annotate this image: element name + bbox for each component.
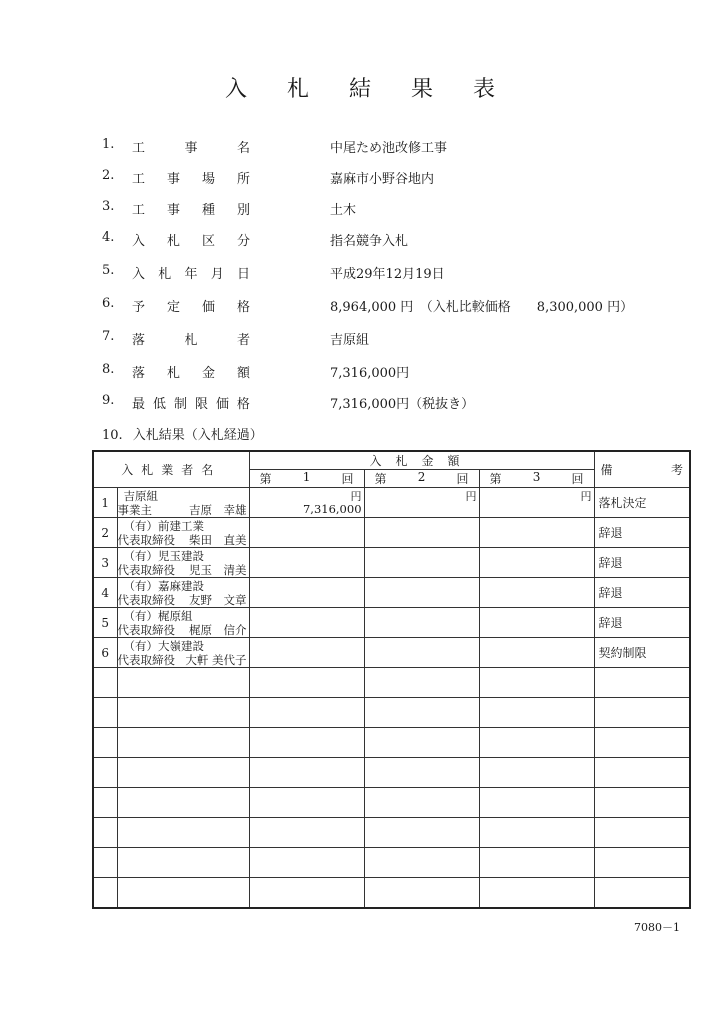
info-label-char: 事: [184, 141, 198, 156]
bidder-cell: [117, 878, 249, 908]
bid-amount: 7,316,000: [302, 502, 362, 516]
representative-name: 大軒 美代子: [185, 652, 247, 667]
info-label-char: 事: [166, 203, 180, 218]
info-label-char: 制: [173, 397, 187, 412]
info-number: 4.: [102, 230, 115, 245]
info-number: 8.: [102, 362, 115, 377]
info-label-char: 工: [132, 203, 146, 218]
bid-round-2-cell: [364, 788, 479, 818]
round-2-suffix: 回: [456, 472, 469, 486]
info-number: 7.: [102, 329, 115, 344]
info-label: [132, 393, 250, 412]
table-row: [93, 518, 690, 548]
bid-round-1-cell: [249, 788, 364, 818]
representative-role: 代表取締役: [117, 652, 175, 667]
bid-round-2-cell: [364, 758, 479, 788]
info-label-char: 予: [132, 300, 146, 315]
info-label: [132, 137, 250, 156]
remark-cell: 落札決定: [594, 488, 690, 518]
info-label-char: 札: [166, 366, 180, 381]
info-value: 吉原組: [330, 333, 370, 348]
info-label: [132, 168, 250, 187]
bid-round-1-cell: [249, 668, 364, 698]
row-index: 1: [93, 488, 117, 518]
bidder-cell: [117, 668, 249, 698]
empty-table-row: [93, 818, 690, 848]
bid-round-3-cell: [479, 668, 594, 698]
representative: [118, 653, 249, 667]
remark-cell: [594, 788, 690, 818]
remark-cell: [594, 668, 690, 698]
info-label-char: 額: [236, 366, 250, 381]
table-row: [93, 488, 690, 518]
remark-cell: [594, 848, 690, 878]
info-value: 8,964,000 円 （入札比較価格 8,300,000 円）: [330, 300, 634, 315]
row-index: [93, 758, 117, 788]
company-name: （有）梶原組: [123, 608, 193, 623]
info-label-char: 定: [166, 300, 180, 315]
info-value: 7,316,000円（税抜き）: [330, 397, 475, 412]
info-label-char: 最: [132, 397, 146, 412]
remark-cell: 辞退: [594, 608, 690, 638]
info-label-char: 価: [201, 300, 215, 315]
bidder-cell: [117, 728, 249, 758]
empty-table-row: [93, 848, 690, 878]
info-number: 9.: [102, 393, 115, 408]
round-3-prefix: 第: [489, 472, 502, 486]
bid-round-3-cell: [479, 818, 594, 848]
bid-results-body: [93, 488, 690, 908]
bid-round-2-cell: [364, 578, 479, 608]
remark-cell: 辞退: [594, 578, 690, 608]
info-label: [132, 263, 250, 282]
bid-round-1-cell: [249, 578, 364, 608]
company-name: （有）大嶺建設: [123, 638, 204, 653]
empty-table-row: [93, 788, 690, 818]
bid-round-2-cell: [364, 608, 479, 638]
bid-round-1-cell: [249, 548, 364, 578]
info-label: [132, 329, 250, 348]
round-1-number: 1: [302, 470, 311, 484]
bidder-cell: [117, 758, 249, 788]
round-1-prefix: 第: [259, 472, 272, 486]
round-1-suffix: 回: [341, 472, 354, 486]
bid-round-2-cell: [364, 518, 479, 548]
section-10-heading: [102, 424, 263, 443]
info-number: 5.: [102, 263, 115, 278]
round-3-number: 3: [532, 470, 541, 484]
company-name: 吉原組: [123, 488, 158, 503]
info-label-char: 低: [152, 397, 166, 412]
bid-round-1-cell: [249, 518, 364, 548]
remark-cell: 辞退: [594, 518, 690, 548]
bidder-cell: [117, 638, 249, 668]
info-label: [132, 230, 250, 249]
row-index: [93, 728, 117, 758]
bid-round-2-cell: [364, 728, 479, 758]
round-2-number: 2: [417, 470, 426, 484]
info-label-char: 所: [236, 172, 250, 187]
bid-results-table: [92, 450, 691, 909]
bidder-cell: [117, 698, 249, 728]
table-row: [93, 548, 690, 578]
remark-cell: [594, 728, 690, 758]
bid-round-2-cell: [364, 878, 479, 908]
bidder-cell: [117, 818, 249, 848]
info-value: 嘉麻市小野谷地内: [330, 172, 435, 187]
representative-role: 代表取締役: [117, 622, 175, 637]
row-index: 6: [93, 638, 117, 668]
bidder-cell: [117, 848, 249, 878]
header-bidder-name: 入札業者名: [93, 451, 249, 488]
info-label-char: 入: [132, 267, 146, 282]
bidder-cell: [117, 788, 249, 818]
bid-round-1-cell: [249, 758, 364, 788]
table-row: [93, 638, 690, 668]
info-value: 指名競争入札: [330, 234, 409, 249]
representative-name: 吉原 幸雄: [189, 502, 247, 517]
info-label-char: 工: [132, 141, 146, 156]
remark-cell: [594, 698, 690, 728]
info-label-char: 月: [210, 267, 224, 282]
document-code: 7080－1: [634, 921, 680, 934]
info-label-char: 別: [236, 203, 250, 218]
info-label-char: 札: [158, 267, 172, 282]
row-index: [93, 848, 117, 878]
bid-round-3-cell: [479, 638, 594, 668]
info-number: 2.: [102, 168, 115, 183]
row-index: 3: [93, 548, 117, 578]
company-name: （有）前建工業: [123, 518, 204, 533]
info-label-char: 落: [132, 333, 146, 348]
bidder-cell: [117, 608, 249, 638]
row-index: 5: [93, 608, 117, 638]
bid-round-1-cell: [249, 638, 364, 668]
info-label-char: 者: [236, 333, 250, 348]
info-label-char: 金: [201, 366, 215, 381]
yen-unit: 円: [465, 490, 477, 503]
table-row: [93, 578, 690, 608]
representative-name: 友野 文章: [189, 592, 247, 607]
info-label-char: 日: [236, 267, 250, 282]
empty-table-row: [93, 698, 690, 728]
info-label-char: 分: [236, 234, 250, 249]
info-number: 6.: [102, 296, 115, 311]
row-index: [93, 878, 117, 908]
info-label-char: 年: [184, 267, 198, 282]
representative-role: 代表取締役: [117, 532, 175, 547]
bid-round-3-cell: [479, 758, 594, 788]
header-round-1: [249, 470, 364, 488]
header-round-2: [364, 470, 479, 488]
info-value: 土木: [330, 203, 357, 218]
representative: [118, 503, 249, 517]
remark-cell: 辞退: [594, 548, 690, 578]
info-value: 7,316,000円: [330, 366, 410, 381]
bid-round-3-cell: [479, 488, 594, 518]
section-10-label: 入札結果（入札経過）: [132, 428, 263, 443]
row-index: [93, 788, 117, 818]
header-remarks-char-1: 備: [600, 463, 613, 477]
info-label-char: 価: [215, 397, 229, 412]
bid-round-1-cell: [249, 488, 364, 518]
row-index: 2: [93, 518, 117, 548]
representative-role: 事業主: [117, 502, 152, 517]
bidder-cell: [117, 548, 249, 578]
info-label-char: 格: [236, 397, 250, 412]
row-index: 4: [93, 578, 117, 608]
representative: [118, 563, 249, 577]
representative-name: 梶原 信介: [189, 622, 247, 637]
bid-round-3-cell: [479, 788, 594, 818]
remark-cell: [594, 818, 690, 848]
bid-round-3-cell: [479, 548, 594, 578]
bidder-cell: [117, 488, 249, 518]
bidder-cell: [117, 518, 249, 548]
bid-round-2-cell: [364, 848, 479, 878]
bid-round-2-cell: [364, 638, 479, 668]
bid-round-3-cell: [479, 518, 594, 548]
representative-role: 代表取締役: [117, 592, 175, 607]
info-label-char: 区: [201, 234, 215, 249]
representative: [118, 623, 249, 637]
info-label: [132, 199, 250, 218]
row-index: [93, 698, 117, 728]
info-label-char: 工: [132, 172, 146, 187]
bid-round-2-cell: [364, 488, 479, 518]
bid-round-3-cell: [479, 878, 594, 908]
bid-round-3-cell: [479, 848, 594, 878]
company-name: （有）嘉麻建設: [123, 578, 204, 593]
row-index: [93, 668, 117, 698]
header-bid-amount: 入札金額: [249, 451, 594, 470]
section-10-number: 10.: [102, 428, 123, 443]
info-value: 中尾ため池改修工事: [330, 141, 448, 156]
info-label-char: 落: [132, 366, 146, 381]
info-label-char: 札: [166, 234, 180, 249]
info-number: 1.: [102, 137, 115, 152]
bid-round-2-cell: [364, 668, 479, 698]
bid-round-3-cell: [479, 728, 594, 758]
bid-round-1-cell: [249, 608, 364, 638]
info-label-char: 札: [184, 333, 198, 348]
table-row: [93, 608, 690, 638]
representative-name: 柴田 直美: [189, 532, 247, 547]
bid-round-1-cell: [249, 728, 364, 758]
representative-role: 代表取締役: [117, 562, 175, 577]
round-2-prefix: 第: [374, 472, 387, 486]
info-label-char: 場: [201, 172, 215, 187]
info-number: 3.: [102, 199, 115, 214]
header-remarks-char-2: 考: [671, 463, 684, 477]
bid-round-2-cell: [364, 818, 479, 848]
bid-round-1-cell: [249, 818, 364, 848]
info-label-char: 事: [166, 172, 180, 187]
empty-table-row: [93, 758, 690, 788]
info-label-char: 種: [201, 203, 215, 218]
yen-unit: 円: [350, 490, 362, 503]
info-label: [132, 296, 250, 315]
bid-round-3-cell: [479, 608, 594, 638]
bid-round-1-cell: [249, 878, 364, 908]
bid-round-2-cell: [364, 548, 479, 578]
bid-round-3-cell: [479, 578, 594, 608]
header-remarks: [594, 451, 690, 488]
bid-round-1-cell: [249, 698, 364, 728]
bidder-cell: [117, 578, 249, 608]
remark-cell: [594, 878, 690, 908]
remark-cell: 契約制限: [594, 638, 690, 668]
page-title: 入札結果表: [224, 77, 535, 102]
row-index: [93, 818, 117, 848]
info-label-char: 限: [194, 397, 208, 412]
representative: [118, 593, 249, 607]
info-label-char: 格: [236, 300, 250, 315]
info-label-char: 名: [236, 141, 250, 156]
empty-table-row: [93, 878, 690, 908]
bid-round-1-cell: [249, 848, 364, 878]
header-round-3: [479, 470, 594, 488]
empty-table-row: [93, 728, 690, 758]
bid-round-3-cell: [479, 698, 594, 728]
info-label: [132, 362, 250, 381]
info-label-char: 入: [132, 234, 146, 249]
bid-round-2-cell: [364, 698, 479, 728]
remark-cell: [594, 758, 690, 788]
company-name: （有）児玉建設: [123, 548, 204, 563]
empty-table-row: [93, 668, 690, 698]
representative: [118, 533, 249, 547]
representative-name: 児玉 清美: [189, 562, 247, 577]
round-3-suffix: 回: [571, 472, 584, 486]
yen-unit: 円: [580, 490, 592, 503]
info-value: 平成29年12月19日: [330, 267, 445, 282]
